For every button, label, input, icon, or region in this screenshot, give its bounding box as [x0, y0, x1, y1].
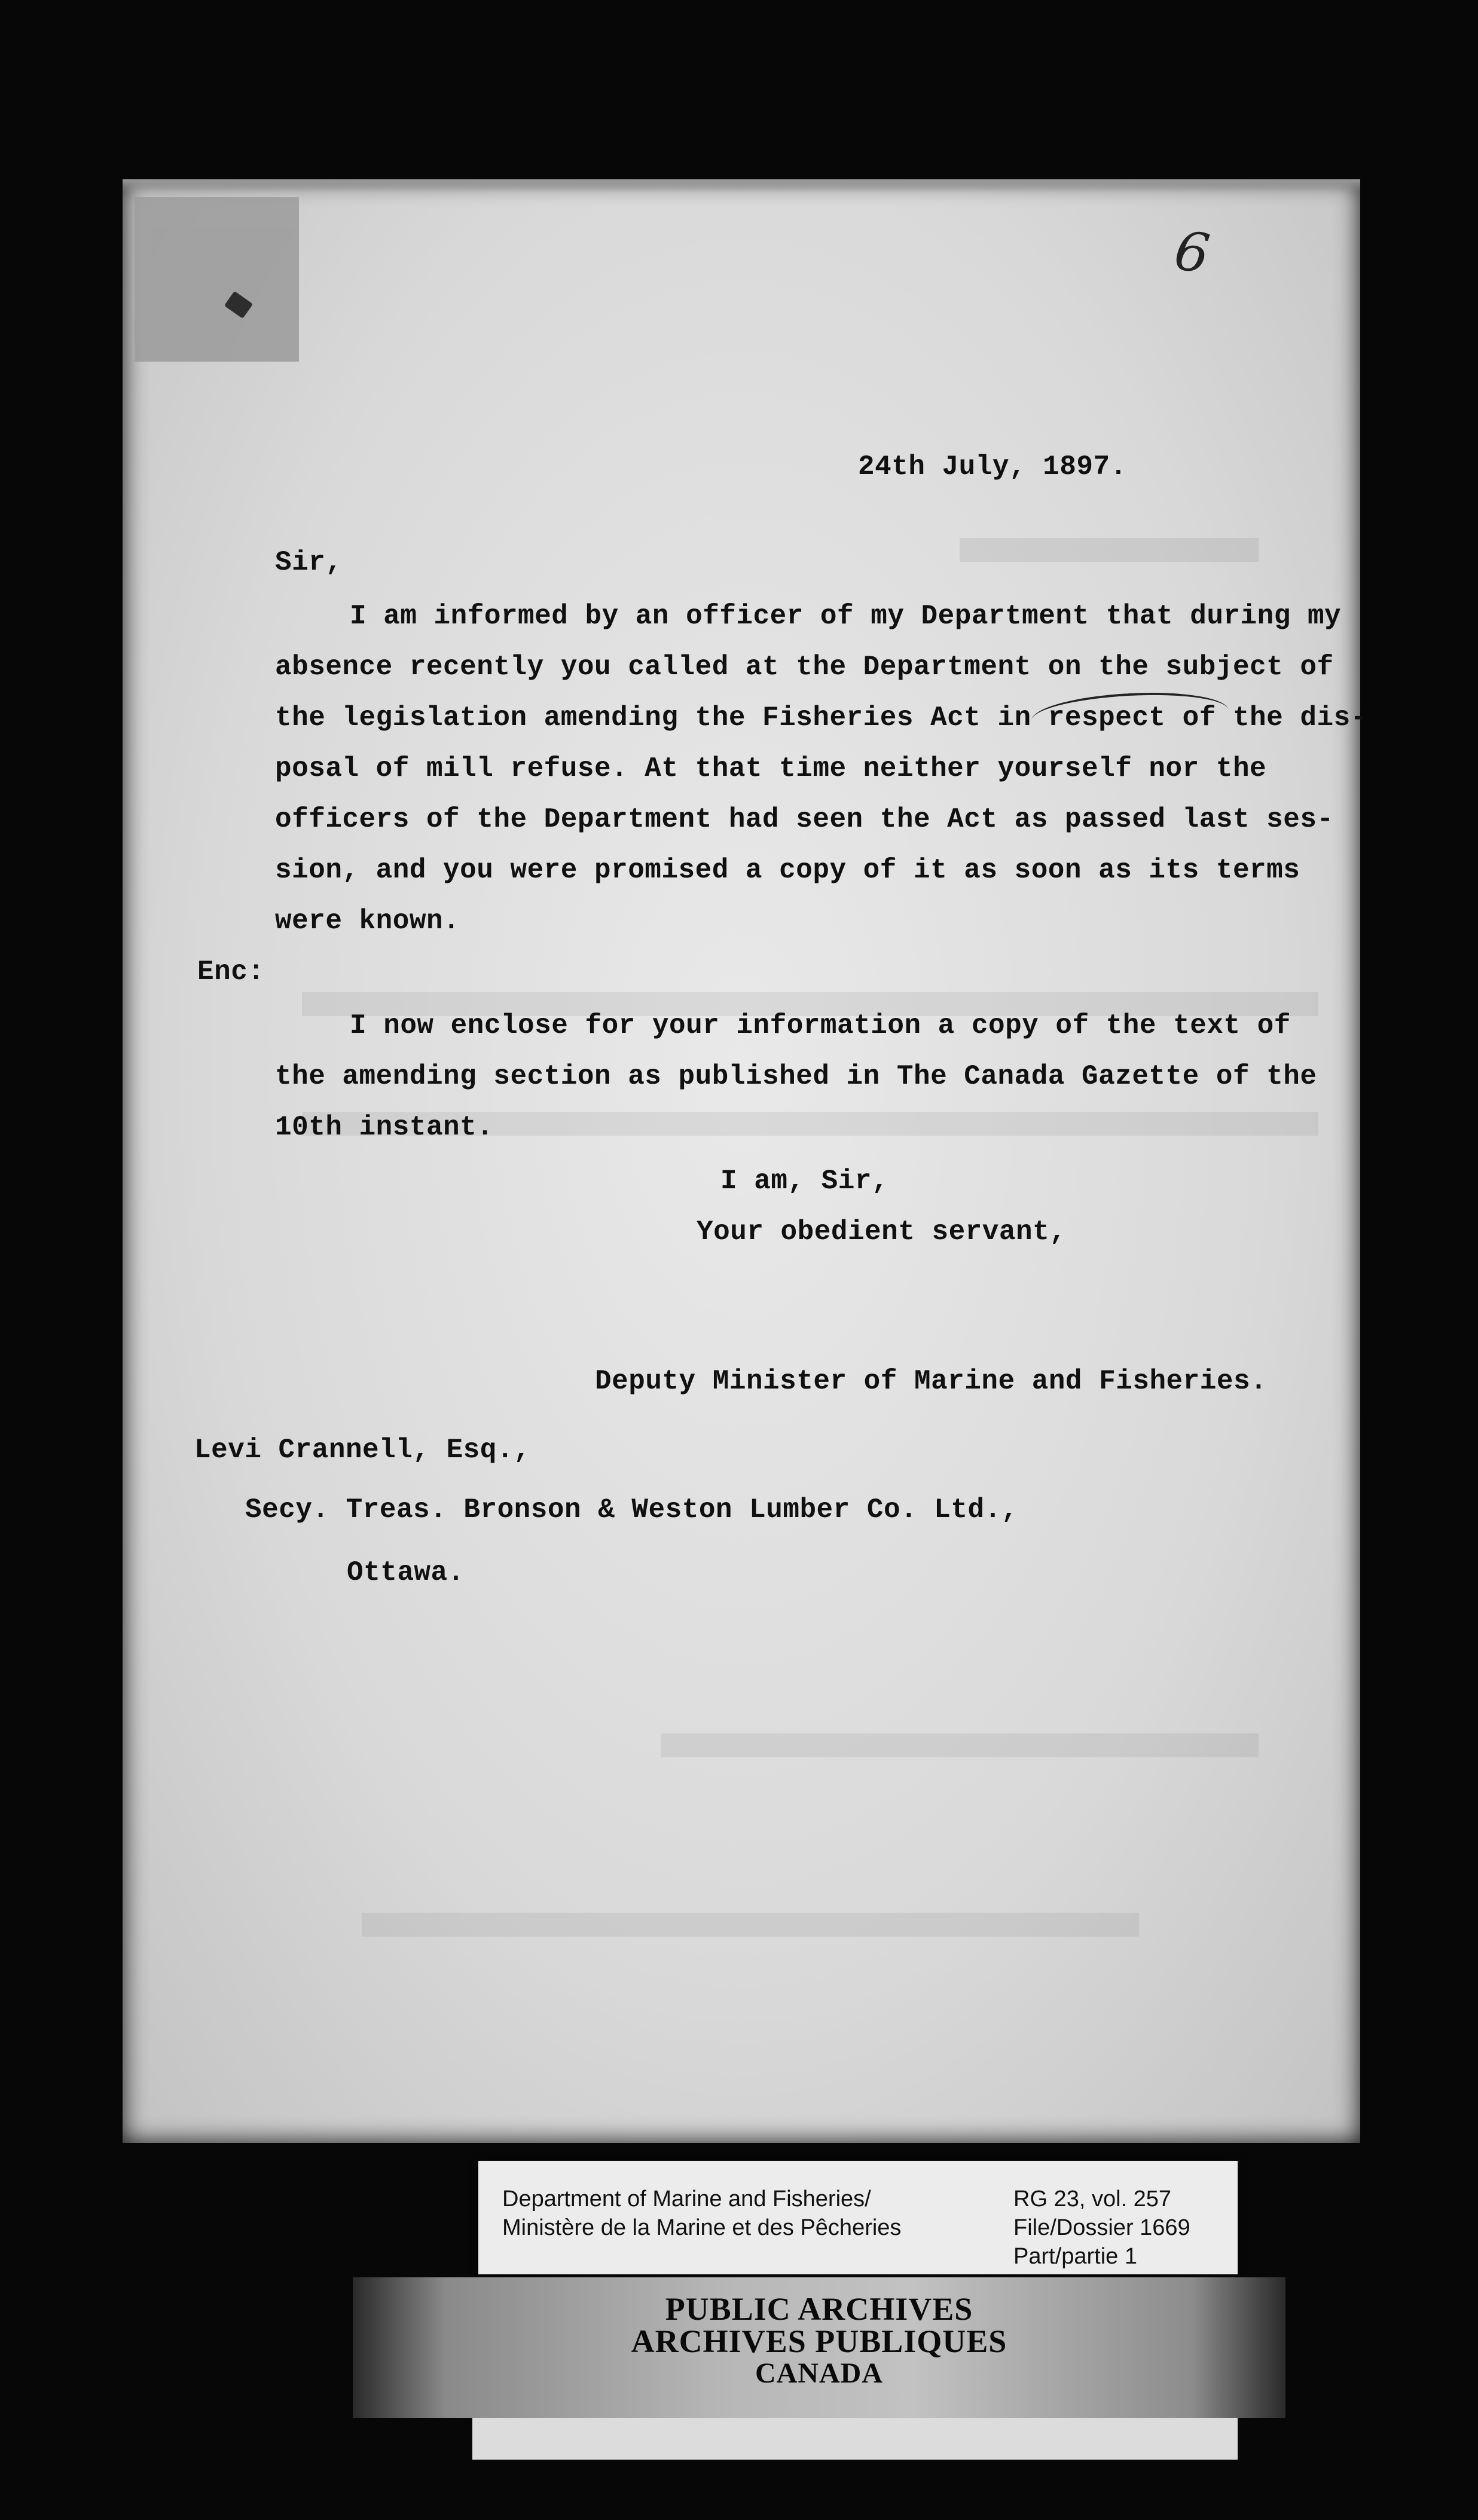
body-line: I am informed by an officer of my Department that during my — [350, 601, 1342, 632]
department-line: Ministère de la Marine et des Pêcheries — [502, 2215, 902, 2240]
addressee-line: Secy. Treas. Bronson & Weston Lumber Co. Ltd., — [245, 1494, 1018, 1525]
body-line: sion, and you were promised a copy of it as soon as its terms — [275, 855, 1300, 886]
reference-line: File/Dossier 1669 — [1013, 2215, 1190, 2240]
handwritten-strike-mark — [1030, 688, 1229, 742]
letter-date: 24th July, 1897. — [858, 451, 1127, 482]
body-line: were known. — [275, 906, 460, 937]
stamp-line: CANADA — [755, 2357, 883, 2389]
reference-line: Part/partie 1 — [1013, 2244, 1137, 2269]
addressee-line: Ottawa. — [347, 1557, 465, 1588]
signature-title: Deputy Minister of Marine and Fisheries. — [595, 1366, 1268, 1397]
addressee-line: Levi Crannell, Esq., — [194, 1435, 531, 1466]
archives-stamp — [353, 2277, 1285, 2418]
body-line: the legislation amending the Fisheries Act in respect of the dis- — [275, 702, 1367, 733]
closing-line: Your obedient servant, — [697, 1216, 1067, 1247]
body-line: the amending section as published in The Canada Gazette of the — [275, 1061, 1317, 1092]
closing-line: I am, Sir, — [720, 1166, 889, 1197]
body-line: absence recently you called at the Department on the subject of — [275, 652, 1334, 683]
archive-label — [478, 2161, 1238, 2274]
tape-mark — [224, 291, 253, 319]
bleed-through-5 — [362, 1913, 1139, 1937]
department-label — [502, 2185, 901, 2242]
bleed-through-1 — [960, 538, 1259, 562]
salutation: Sir, — [275, 547, 343, 578]
body-line: I now enclose for your information a copy of the text of — [350, 1010, 1291, 1041]
stamp-line: ARCHIVES PUBLIQUES — [631, 2323, 1007, 2359]
body-line: posal of mill refuse. At that time neither yourself nor the — [275, 753, 1267, 784]
folio-number: 6 — [1170, 219, 1214, 286]
reference-line: RG 23, vol. 257 — [1013, 2186, 1172, 2212]
enclosure-mark: Enc: — [197, 956, 265, 987]
reference-label — [1013, 2185, 1190, 2271]
department-line: Department of Marine and Fisheries/ — [502, 2186, 871, 2212]
bleed-through-4 — [661, 1733, 1259, 1757]
body-line: officers of the Department had seen the Act as passed last ses- — [275, 804, 1334, 835]
stamp-line: PUBLIC ARCHIVES — [665, 2291, 973, 2327]
label-lower-strip — [472, 2418, 1238, 2460]
body-line: 10th instant. — [275, 1112, 494, 1143]
tape-patch — [135, 197, 299, 362]
letter-page — [123, 179, 1367, 2143]
page-top-edge — [123, 179, 1360, 192]
